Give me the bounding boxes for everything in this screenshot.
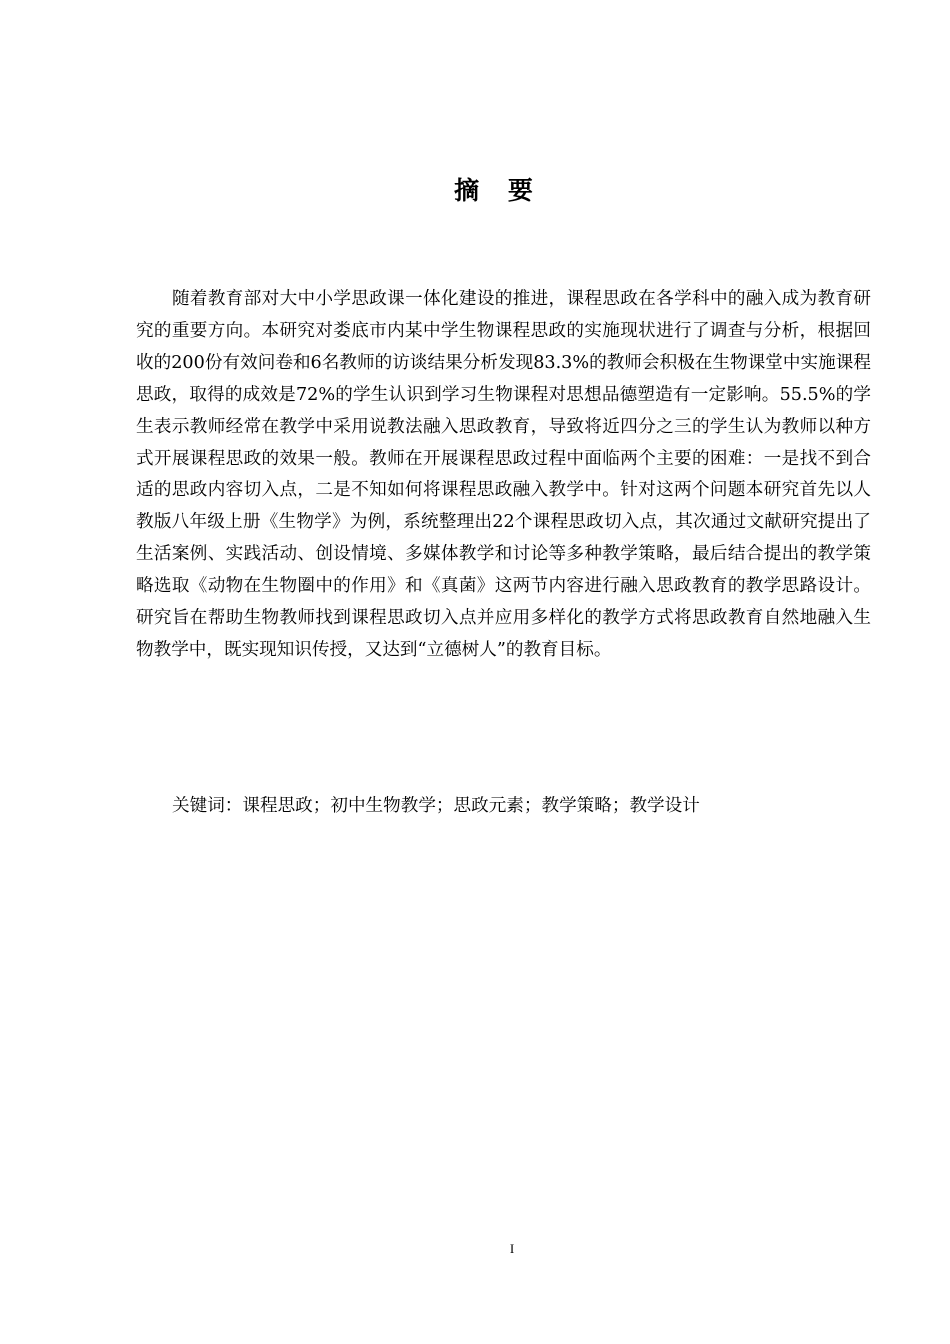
abstract-title: 摘 要	[454, 176, 543, 205]
keywords-line: 关键词：课程思政；初中生物教学；思政元素；教学策略；教学设计	[172, 796, 700, 816]
abstract-body: 随着教育部对大中小学思政课一体化建设的推进，课程思政在各学科中的融入成为教育研究的重要方向。本研究对娄底市内某中学生物课程思政的实施现状进行了调查与分析，根据回收的200份有效问卷和6名教师的访谈结果分析发现83.3%的教师会积极在生物课堂中实施课程思政，取得的成效是72%的学生认识到学习生物课程对思想品德塑造有一定影响。55.5%的学生表示教师经常在教学中采用说教法融入思政教育，导致将近四分之三的学生认为教师以种方式开展课程思政的效果一般。教师在开展课程思政过程中面临两个主要的困难：一是找不到合适的思政内容切入点，二是不知如何将课程思政融入教学中。针对这两个问题本研究首先以人教版八年级上册《生物学》为例，系统整理出22个课程思政切入点，其次通过文献研究提出了生活案例、实践活动、创设情境、多媒体教学和讨论等多种教学策略，最后结合提出的教学策略选取《动物在生物圈中的作用》和《真菌》这两节内容进行融入思政教育的教学思路设计。研究旨在帮助生物教师找到课程思政切入点并应用多样化的教学方式将思政教育自然地融入生物教学中，既实现知识传授，又达到“立德树人”的教育目标。	[136, 289, 871, 660]
page-number: I	[509, 1241, 515, 1256]
